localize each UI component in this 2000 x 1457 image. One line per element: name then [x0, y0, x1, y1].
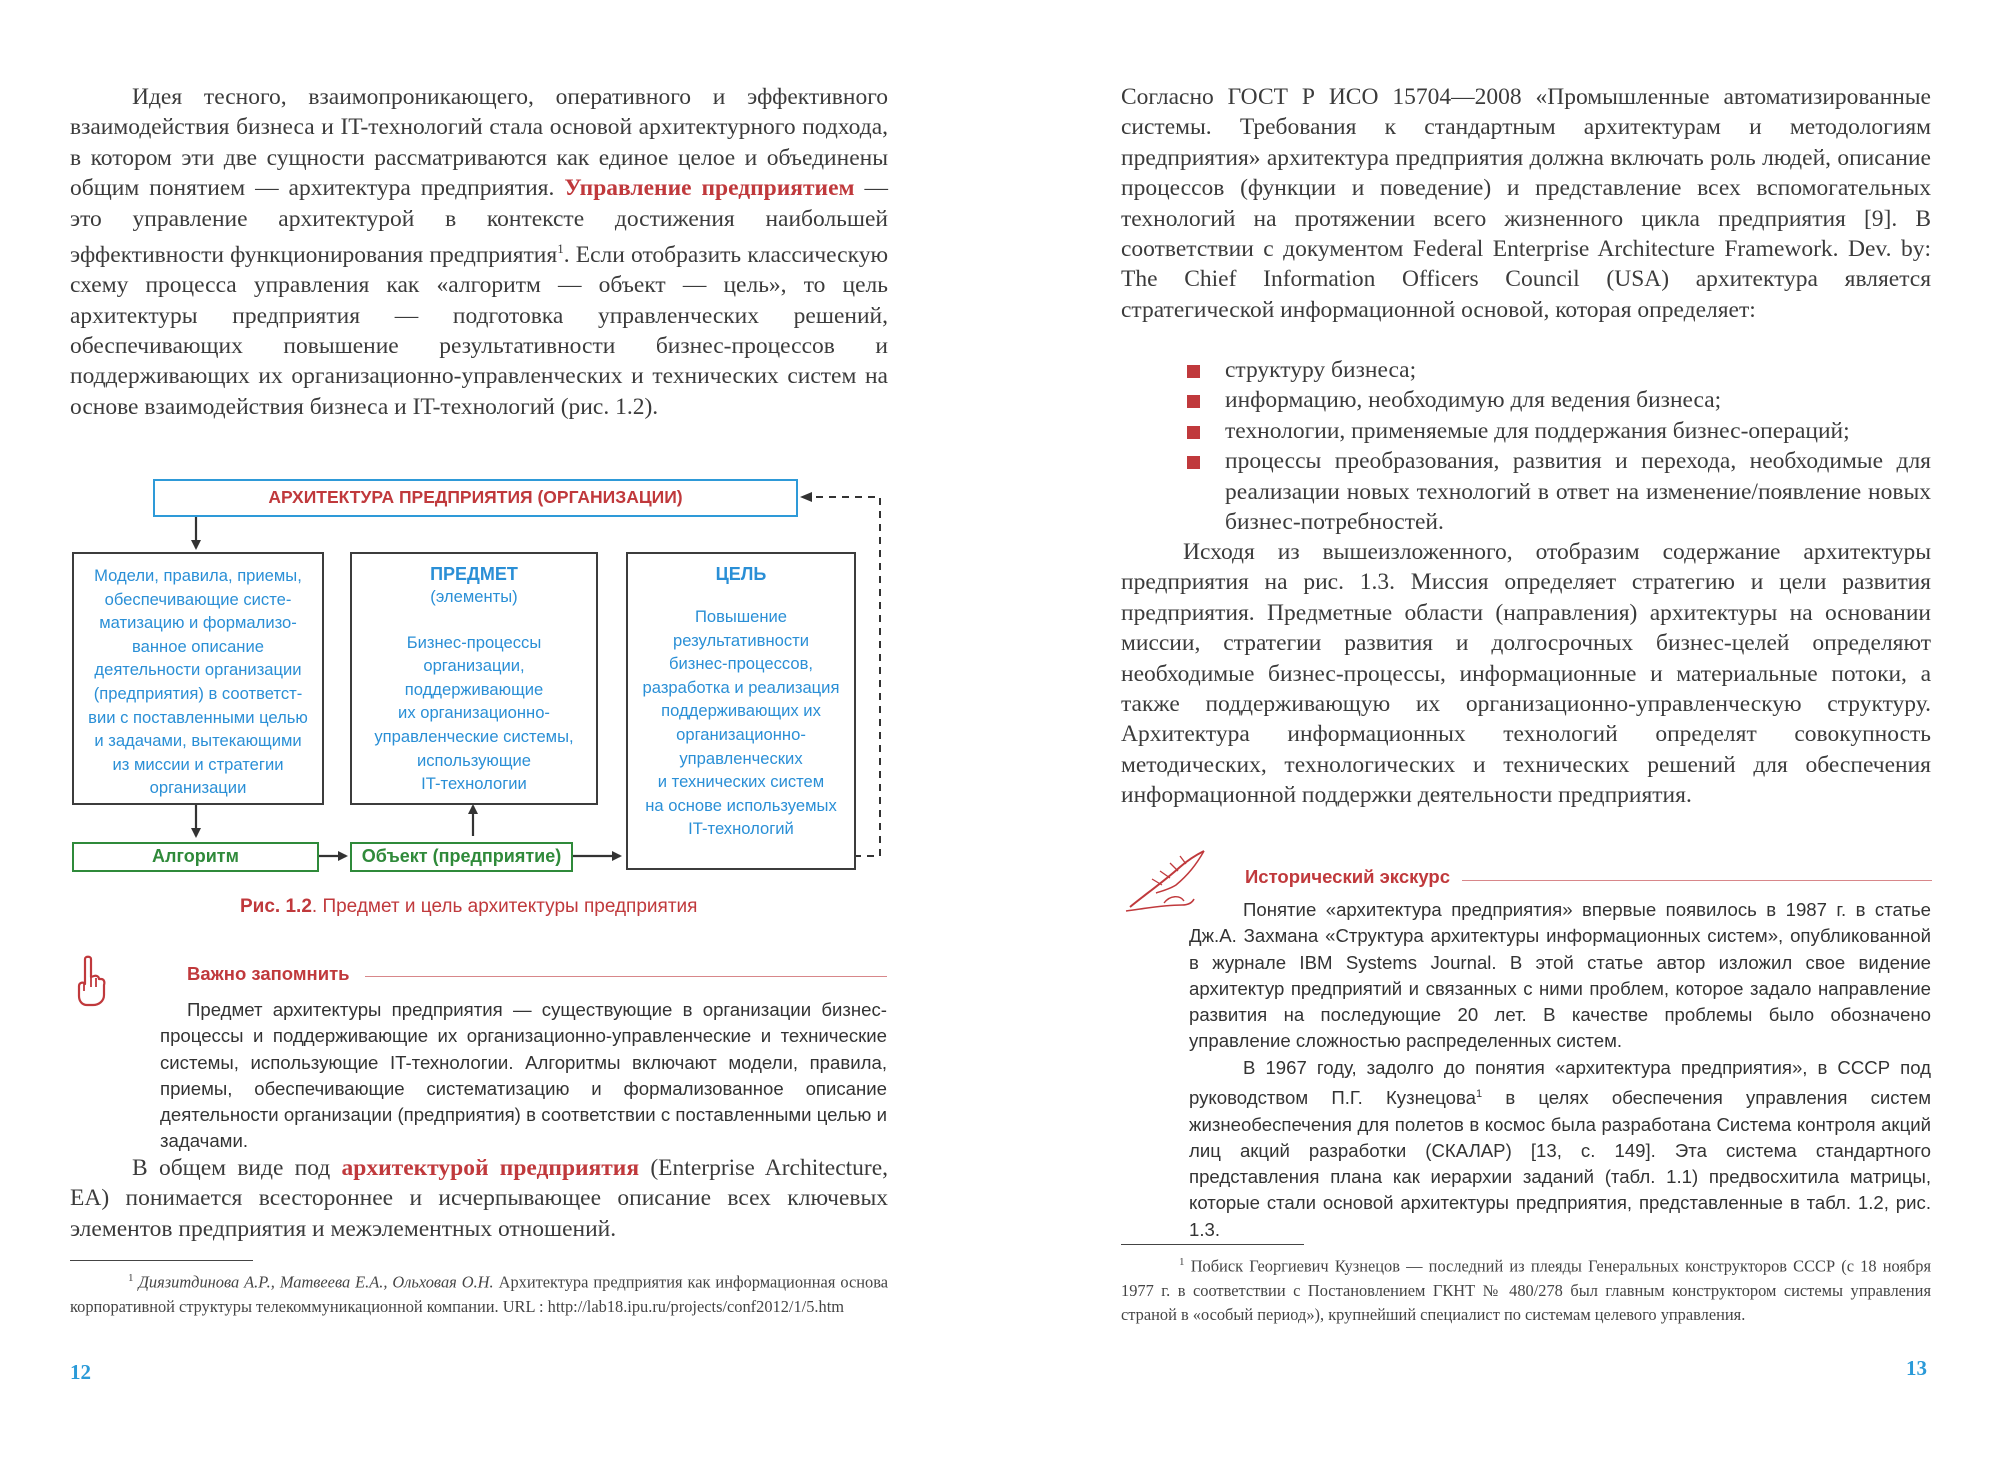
left-footnote: $^1$ Диязитдинова А.Р., Матвеева Е.А., Ольховая О.Н. Архитектура предприятия как информационная основа корпоративной структуры телекоммуникационной компании. URL : http://lab18.ipu.ru/projects/conf2012/1/5.htm: [70, 1272, 888, 1316]
figure-caption: Рис. 1.2. Предмет и цель архитектуры предприятия: [240, 896, 698, 917]
subject-subheading: (элементы): [430, 587, 518, 606]
right-paragraph-2: Исходя из вышеизложенного, отобразим содержание архитектуры предприятия на рис. 1.3. Миссия определяет стратегию и цели развития предприятия. Предметные области (направления) архитектуры на основании миссии, стратегии развития и долгосрочных бизнес-целей определяют необходимые бизнес-процессы, информационные и материальные потоки, а также поддерживающую их организационно-управленческую структуру. Архитектура информационных технологий определят совокупность методических, технологических и технических решений для обеспечения информационной поддержки деятельности предприятия.: [1121, 539, 1931, 809]
subject-description: Бизнес-процессы организации, поддерживающие их организационно- управленческие системы, использующие IT-технологии: [374, 632, 574, 794]
history-text: Понятие «архитектура предприятия» впервые появилось в 1987 г. в статье Дж.А. Захмана «Структура архитектуры информационных систем», опубликованной в журнале IBM Systems Journal. В этой статье автор изложил свое видение архитектур предприятий и связанных с ними проблем, которое задало направление развития на последующие 20 лет. В качестве проблемы было обозначено управление сложностью распределенных систем. В 1967 году, задолго до понятия «архитектура предприятия», в СССР под руководством П.Г. Кузнецова$^1$ в целях обеспечения управления систем жизнеобеспечения для полетов в космос была разработана Система контроля акций лиц акций разработки (СКАЛАР) [13, с. 149]. Эта система стандартного представления плана как иерархии заданий (табл. 1.1) предвосхитила матрицы, которые стали основой архитектуры предприятия, представленные в табл. 1.2, рис. 1.3.: [1189, 899, 1931, 1240]
diagram-box-subject: [350, 552, 598, 805]
right-footnote: $^1$ Побиск Георгиевич Кузнецов — последний из плеяды Генеральных конструкторов СССР (с 18 ноября 1977 г. в соответствии с Постановлением ГКНТ № 480/278 был главным конструктором системы управления страной в «особый период»), крупнейший специалист по системам целевого управления.: [1121, 1256, 1931, 1324]
left-paragraph-1: Идея тесного, взаимопроникающего, оперативного и эффективного взаимодействия бизнеса и IT-технологий стала основой архитектурного подхода, в котором эти две сущности рассматриваются как единое целое и объединены общим понятием — архитектура предприятия. Управление предприятием — это управление архитектурой в контексте достижения наибольшей эффективности функционирования предприятия$^1$. Если отобразить классическую схему процесса управления как «алгоритм — объект — цель», то цель архитектуры предприятия — подготовка управленческих решений, обеспечивающих повышение результативности бизнес-процессов и поддерживающих их организационно-управленческих и технических систем на основе взаимодействия бизнеса и IT-технологий (рис. 1.2).: [70, 84, 889, 420]
term-enterprise-architecture: архитектурой предприятия: [341, 1155, 640, 1181]
goal-heading: ЦЕЛЬ: [715, 564, 767, 584]
algorithm-label: Алгоритм: [152, 846, 239, 866]
list-item: процессы преобразования, развития и перехода, необходимые для реализации новых технологий в ответ на изменение/появление новых бизнес-потребностей.: [1187, 446, 1931, 537]
right-footnote-rule: [1121, 1244, 1304, 1245]
diagram-box-object-label: [350, 842, 573, 872]
pointing-hand-icon: [72, 955, 108, 1007]
diagram-title: АРХИТЕКТУРА ПРЕДПРИЯТИЯ (ОРГАНИЗАЦИИ): [268, 487, 683, 507]
right-paragraph-1: Согласно ГОСТ Р ИСО 15704—2008 «Промышленные автоматизированные системы. Требования к стандартным архитектурам и методологиям предприятия» архитектура предприятия должна включать роль людей, описание процессов (функции и поведение) и представление всех вспомогательных технологий на протяжении всего жизненного цикла предприятия [9]. В соответствии с документом Federal Enterprise Architecture Framework. Dev. by: The Chief Information Officers Council (USA) архитектура является стратегической информационной основой, которая определяет:: [1121, 84, 1931, 323]
diagram-box-goal: [626, 552, 856, 870]
list-item: технологии, применяемые для поддержания бизнес-операций;: [1187, 416, 1931, 446]
diagram-box-algorithm-label: [72, 842, 319, 872]
list-item: структуру бизнеса;: [1187, 355, 1931, 385]
remember-heading-rule: [365, 976, 887, 977]
diagram-title-box: [153, 479, 798, 517]
term-enterprise-management: Управление предприятием: [564, 175, 855, 202]
history-heading: Исторический экскурс: [1245, 866, 1451, 887]
right-page: [1000, 0, 2000, 1457]
diagram-box-algorithms: [72, 552, 324, 805]
left-paragraph-2: В общем виде под архитектурой предприятия (Enterprise Architecture, EA) понимается всестороннее и исчерпывающее описание всех ключевых элементов предприятия и межэлементных отношений.: [70, 1155, 889, 1242]
page-number-left: 12: [70, 1360, 91, 1384]
figure-1-2-diagram: [0, 470, 1000, 890]
left-footnote-rule: [70, 1260, 253, 1261]
right-bullet-list: [1187, 355, 1931, 537]
history-heading-rule: [1462, 880, 1932, 881]
list-item: информацию, необходимую для ведения бизнеса;: [1187, 385, 1931, 415]
remember-text: Предмет архитектуры предприятия — существующие в организации бизнес-процессы и поддерживающие их организационно-управленческие и технические системы, использующие IT-технологии. Алгоритмы включают модели, правила, приемы, обеспечивающие систематизацию и формализованное описание деятельности организации (предприятия) в соответствии с поставленными целью и задачами.: [160, 999, 887, 1152]
object-label: Объект (предприятие): [361, 846, 562, 866]
goal-description: Повышение результативности бизнес-процессов, разработка и реализация поддерживающих их организационно- управленческих и технических систем на основе используемых IT-технологий: [642, 607, 840, 839]
page-number-right: 13: [1906, 1356, 1927, 1380]
remember-heading: Важно запомнить: [187, 963, 350, 984]
algorithms-description: Модели, правила, приемы, обеспечивающие систе- матизацию и формализо- ванное описание деятельности организации (предприятия) в соответст- вии с поставленными целью и задачами, вытекающими из миссии и стратегии организации: [88, 566, 308, 798]
subject-heading: ПРЕДМЕТ: [430, 564, 518, 584]
